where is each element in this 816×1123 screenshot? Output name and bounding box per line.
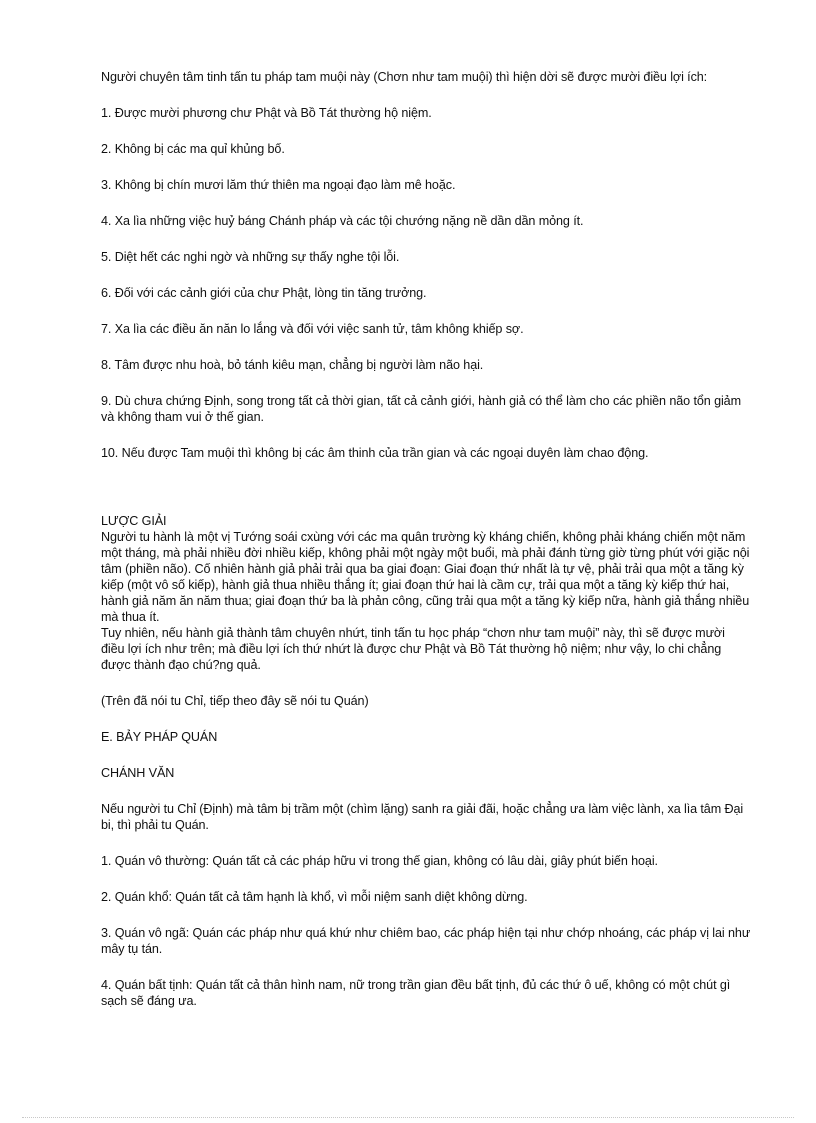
section-heading: E. BẢY PHÁP QUÁN bbox=[101, 730, 218, 744]
commentary-paragraph: Người tu hành là một vị Tướng soái cxùng với các ma quân trường kỳ kháng chiến, không phải kháng chiến một năm một tháng, mà phải nhiều đời nhiều kiếp, không phải một ngày một buổi, mà phải đánh từng giờ từng phút với giặc nội tâm (phiền não). Cố nhiên hành giả phải trải qua ba giai đoạn: Giai đoạn thứ nhất là tự vệ, phải trải qua một a tăng kỳ kiếp (một vô số kiếp), hành giả thua nhiều thắng ít; giai đoạn thứ hai là cầm cự, trải qua một a tăng kỳ kiếp thứ hai, hành giả năm ăn năm thua; giai đoạn thứ ba là phản công, cũng trải qua một a tăng kỳ kiếp nữa, hành giả thắng nhiều mà thua ít. bbox=[101, 530, 750, 624]
benefit-item: 6. Đối với các cảnh giới của chư Phật, lòng tin tăng trưởng. bbox=[101, 286, 427, 300]
section-spacer bbox=[101, 481, 751, 513]
benefit-item: 8. Tâm được nhu hoà, bỏ tánh kiêu mạn, chẳng bị người làm não hại. bbox=[101, 358, 484, 372]
benefit-item: 9. Dù chưa chứng Định, song trong tất cả thời gian, tất cả cảnh giới, hành giả có thể làm cho các phiền não tổn giảm và không tham vui ở thế gian. bbox=[101, 394, 741, 424]
benefit-item: 1. Được mười phương chư Phật và Bồ Tát thường hộ niệm. bbox=[101, 106, 432, 120]
section-subheading: CHÁNH VĂN bbox=[101, 766, 175, 780]
contemplation-item: 4. Quán bất tịnh: Quán tất cả thân hình nam, nữ trong trần gian đều bất tịnh, đủ các thứ ô uế, không có một chút gì sạch sẽ đáng ưa. bbox=[101, 978, 731, 1008]
section-intro: Nếu người tu Chỉ (Định) mà tâm bị trầm một (chìm lặng) sanh ra giải đãi, hoặc chẳng ưa làm việc lành, xa lìa tâm Đại bi, thì phải tu Quán. bbox=[101, 802, 744, 832]
transition-note: (Trên đã nói tu Chỉ, tiếp theo đây sẽ nói tu Quán) bbox=[101, 694, 369, 708]
contemplation-item: 3. Quán vô ngã: Quán các pháp như quá khứ như chiêm bao, các pháp hiện tại như chớp nhoáng, các pháp vị lai như mây tụ tán. bbox=[101, 926, 751, 956]
commentary-heading: LƯỢC GIẢI bbox=[101, 514, 167, 528]
benefit-item: 10. Nếu được Tam muội thì không bị các âm thinh của trần gian và các ngoại duyên làm chao động. bbox=[101, 446, 649, 460]
benefit-item: 7. Xa lìa các điều ăn năn lo lắng và đối với việc sanh tử, tâm không khiếp sợ. bbox=[101, 322, 524, 336]
document-body bbox=[101, 69, 751, 1029]
intro-paragraph: Người chuyên tâm tinh tấn tu pháp tam muội này (Chơn như tam muội) thì hiện dời sẽ được mười điều lợi ích: bbox=[101, 70, 708, 84]
page-bottom-divider bbox=[22, 1117, 794, 1118]
benefit-item: 3. Không bị chín mươi lăm thứ thiên ma ngoại đạo làm mê hoặc. bbox=[101, 178, 456, 192]
benefit-item: 2. Không bị các ma quỉ khủng bố. bbox=[101, 142, 285, 156]
contemplation-item: 1. Quán vô thường: Quán tất cả các pháp hữu vi trong thế gian, không có lâu dài, giây phút biến hoại. bbox=[101, 854, 658, 868]
commentary-paragraph: Tuy nhiên, nếu hành giả thành tâm chuyên nhứt, tinh tấn tu học pháp “chơn như tam muội” này, thì sẽ được mười điều lợi ích như trên; mà điều lợi ích thứ nhứt là được chư Phật và Bồ Tát thường hộ niệm; như vậy, lo chi chẳng được thành đạo chú?ng quả. bbox=[101, 626, 725, 672]
benefit-item: 4. Xa lìa những việc huỷ báng Chánh pháp và các tội chướng nặng nề dần dần mỏng ít. bbox=[101, 214, 584, 228]
contemplation-item: 2. Quán khổ: Quán tất cả tâm hạnh là khổ, vì mỗi niệm sanh diệt không dừng. bbox=[101, 890, 528, 904]
benefit-item: 5. Diệt hết các nghi ngờ và những sự thấy nghe tội lỗi. bbox=[101, 250, 400, 264]
